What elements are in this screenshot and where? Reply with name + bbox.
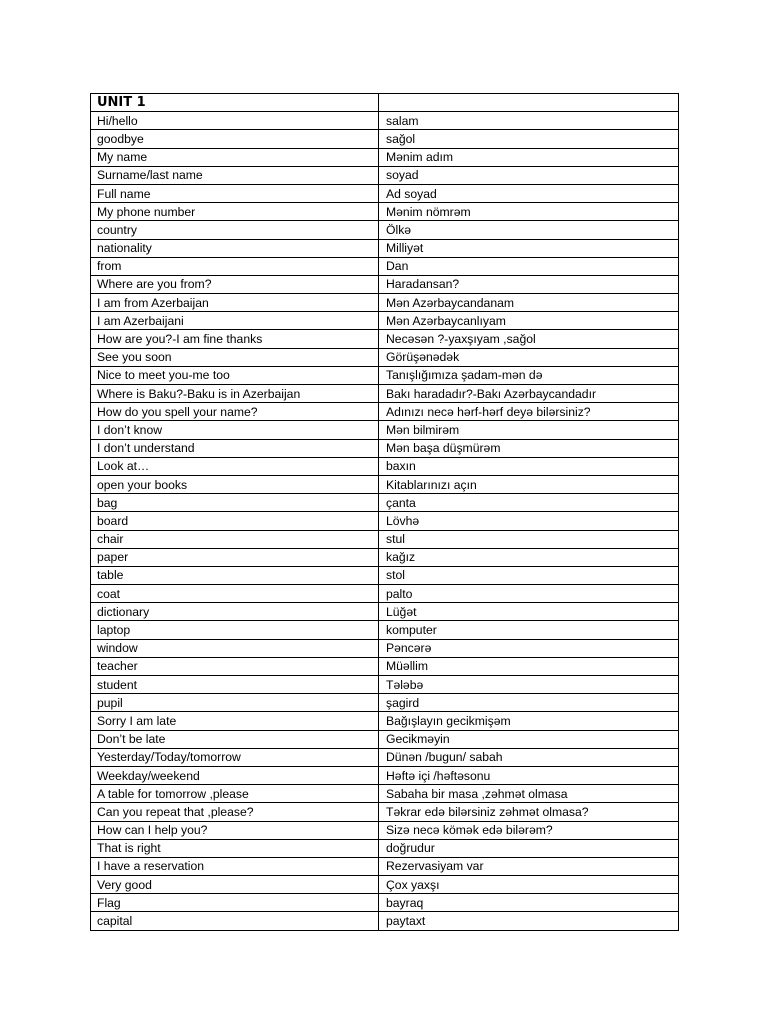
azerbaijani-term-cell: Mən başa düşmürəm	[379, 439, 679, 457]
english-term-cell: I am from Azerbaijan	[91, 294, 379, 312]
azerbaijani-term-cell: Görüşənədək	[379, 348, 679, 366]
english-term-cell: Nice to meet you-me too	[91, 366, 379, 384]
azerbaijani-term-cell: Lüğət	[379, 603, 679, 621]
azerbaijani-term-cell: stul	[379, 530, 679, 548]
table-row	[91, 730, 679, 748]
english-term-cell: window	[91, 639, 379, 657]
table-row	[91, 312, 679, 330]
azerbaijani-term-cell: soyad	[379, 166, 679, 184]
table-row	[91, 803, 679, 821]
table-row	[91, 548, 679, 566]
english-term-cell: board	[91, 512, 379, 530]
azerbaijani-term-cell: bayraq	[379, 894, 679, 912]
english-term-cell: My phone number	[91, 203, 379, 221]
azerbaijani-term-cell: Lövhə	[379, 512, 679, 530]
azerbaijani-term-cell: Pəncərə	[379, 639, 679, 657]
azerbaijani-term-cell: komputer	[379, 621, 679, 639]
azerbaijani-term-cell: Bağışlayın gecikmişəm	[379, 712, 679, 730]
azerbaijani-term-cell: Mənim nömrəm	[379, 203, 679, 221]
table-row	[91, 585, 679, 603]
table-row	[91, 421, 679, 439]
english-term-cell: How are you?-I am fine thanks	[91, 330, 379, 348]
table-row	[91, 821, 679, 839]
table-row	[91, 657, 679, 675]
table-row	[91, 494, 679, 512]
azerbaijani-term-cell: Sabaha bir masa ,zəhmət olmasa	[379, 785, 679, 803]
azerbaijani-term-cell: Mən bilmirəm	[379, 421, 679, 439]
table-row	[91, 166, 679, 184]
english-term-cell: chair	[91, 530, 379, 548]
table-row	[91, 748, 679, 766]
azerbaijani-term-cell: sağol	[379, 130, 679, 148]
table-row	[91, 785, 679, 803]
azerbaijani-term-cell: Çox yaxşı	[379, 876, 679, 894]
english-term-cell: Hi/hello	[91, 112, 379, 130]
table-row	[91, 148, 679, 166]
table-row	[91, 894, 679, 912]
table-row	[91, 639, 679, 657]
azerbaijani-term-cell: doğrudur	[379, 839, 679, 857]
azerbaijani-term-cell: Adınızı necə hərf-hərf deyə bilərsiniz?	[379, 403, 679, 421]
azerbaijani-term-cell: Haradansan?	[379, 275, 679, 293]
azerbaijani-term-cell: Müəllim	[379, 657, 679, 675]
vocabulary-table-body	[91, 112, 679, 930]
english-term-cell: Surname/last name	[91, 166, 379, 184]
azerbaijani-term-cell: kağız	[379, 548, 679, 566]
azerbaijani-term-cell: çanta	[379, 494, 679, 512]
table-row	[91, 566, 679, 584]
english-term-cell: capital	[91, 912, 379, 930]
azerbaijani-term-cell: şagird	[379, 694, 679, 712]
english-term-cell: A table for tomorrow ,please	[91, 785, 379, 803]
table-row	[91, 603, 679, 621]
header-empty-cell	[379, 94, 679, 112]
english-term-cell: I don’t know	[91, 421, 379, 439]
english-term-cell: student	[91, 676, 379, 694]
azerbaijani-term-cell: Bakı haradadır?-Bakı Azərbaycandadır	[379, 385, 679, 403]
english-term-cell: Yesterday/Today/tomorrow	[91, 748, 379, 766]
english-term-cell: I am Azerbaijani	[91, 312, 379, 330]
english-term-cell: Where is Baku?-Baku is in Azerbaijan	[91, 385, 379, 403]
azerbaijani-term-cell: Sizə necə kömək edə bilərəm?	[379, 821, 679, 839]
english-term-cell: Full name	[91, 184, 379, 202]
unit-title: UNIT 1	[91, 94, 379, 112]
azerbaijani-term-cell: Rezervasiyam var	[379, 857, 679, 875]
azerbaijani-term-cell: palto	[379, 585, 679, 603]
azerbaijani-term-cell: Ölkə	[379, 221, 679, 239]
azerbaijani-term-cell: Tanışlığımıza şadam-mən də	[379, 366, 679, 384]
azerbaijani-term-cell: Necəsən ?-yaxşıyam ,sağol	[379, 330, 679, 348]
english-term-cell: country	[91, 221, 379, 239]
table-row	[91, 439, 679, 457]
english-term-cell: dictionary	[91, 603, 379, 621]
azerbaijani-term-cell: Mən Azərbaycanlıyam	[379, 312, 679, 330]
table-row	[91, 275, 679, 293]
azerbaijani-term-cell: Kitablarınızı açın	[379, 475, 679, 493]
table-row	[91, 839, 679, 857]
vocabulary-table	[90, 93, 679, 931]
table-row	[91, 475, 679, 493]
english-term-cell: Where are you from?	[91, 275, 379, 293]
english-term-cell: Flag	[91, 894, 379, 912]
table-row	[91, 239, 679, 257]
english-term-cell: from	[91, 257, 379, 275]
table-row	[91, 112, 679, 130]
english-term-cell: table	[91, 566, 379, 584]
azerbaijani-term-cell: Həftə içi /həftəsonu	[379, 766, 679, 784]
english-term-cell: That is right	[91, 839, 379, 857]
table-row	[91, 712, 679, 730]
azerbaijani-term-cell: Dünən /bugun/ sabah	[379, 748, 679, 766]
table-row	[91, 876, 679, 894]
azerbaijani-term-cell: Mən Azərbaycandanam	[379, 294, 679, 312]
table-row	[91, 385, 679, 403]
table-row	[91, 257, 679, 275]
english-term-cell: Weekday/weekend	[91, 766, 379, 784]
english-term-cell: paper	[91, 548, 379, 566]
english-term-cell: laptop	[91, 621, 379, 639]
table-row	[91, 366, 679, 384]
table-row	[91, 530, 679, 548]
english-term-cell: Look at…	[91, 457, 379, 475]
table-row	[91, 857, 679, 875]
table-row	[91, 512, 679, 530]
table-row	[91, 330, 679, 348]
table-row	[91, 348, 679, 366]
azerbaijani-term-cell: Gecikməyin	[379, 730, 679, 748]
table-row	[91, 676, 679, 694]
english-term-cell: Sorry I am late	[91, 712, 379, 730]
table-row	[91, 184, 679, 202]
table-header-row	[91, 94, 679, 112]
table-row	[91, 621, 679, 639]
english-term-cell: open your books	[91, 475, 379, 493]
table-row	[91, 912, 679, 930]
table-row	[91, 294, 679, 312]
azerbaijani-term-cell: paytaxt	[379, 912, 679, 930]
azerbaijani-term-cell: Təkrar edə bilərsiniz zəhmət olmasa?	[379, 803, 679, 821]
english-term-cell: See you soon	[91, 348, 379, 366]
table-row	[91, 457, 679, 475]
azerbaijani-term-cell: Dan	[379, 257, 679, 275]
table-row	[91, 130, 679, 148]
english-term-cell: bag	[91, 494, 379, 512]
english-term-cell: My name	[91, 148, 379, 166]
azerbaijani-term-cell: baxın	[379, 457, 679, 475]
english-term-cell: goodbye	[91, 130, 379, 148]
english-term-cell: Very good	[91, 876, 379, 894]
azerbaijani-term-cell: stol	[379, 566, 679, 584]
azerbaijani-term-cell: Mənim adım	[379, 148, 679, 166]
english-term-cell: pupil	[91, 694, 379, 712]
english-term-cell: I don’t understand	[91, 439, 379, 457]
english-term-cell: nationality	[91, 239, 379, 257]
english-term-cell: How do you spell your name?	[91, 403, 379, 421]
table-row	[91, 221, 679, 239]
english-term-cell: Can you repeat that ,please?	[91, 803, 379, 821]
azerbaijani-term-cell: Ad soyad	[379, 184, 679, 202]
table-row	[91, 403, 679, 421]
english-term-cell: I have a reservation	[91, 857, 379, 875]
azerbaijani-term-cell: Tələbə	[379, 676, 679, 694]
azerbaijani-term-cell: salam	[379, 112, 679, 130]
english-term-cell: teacher	[91, 657, 379, 675]
table-row	[91, 766, 679, 784]
english-term-cell: Don’t be late	[91, 730, 379, 748]
english-term-cell: How can I help you?	[91, 821, 379, 839]
table-row	[91, 203, 679, 221]
english-term-cell: coat	[91, 585, 379, 603]
table-row	[91, 694, 679, 712]
azerbaijani-term-cell: Milliyət	[379, 239, 679, 257]
